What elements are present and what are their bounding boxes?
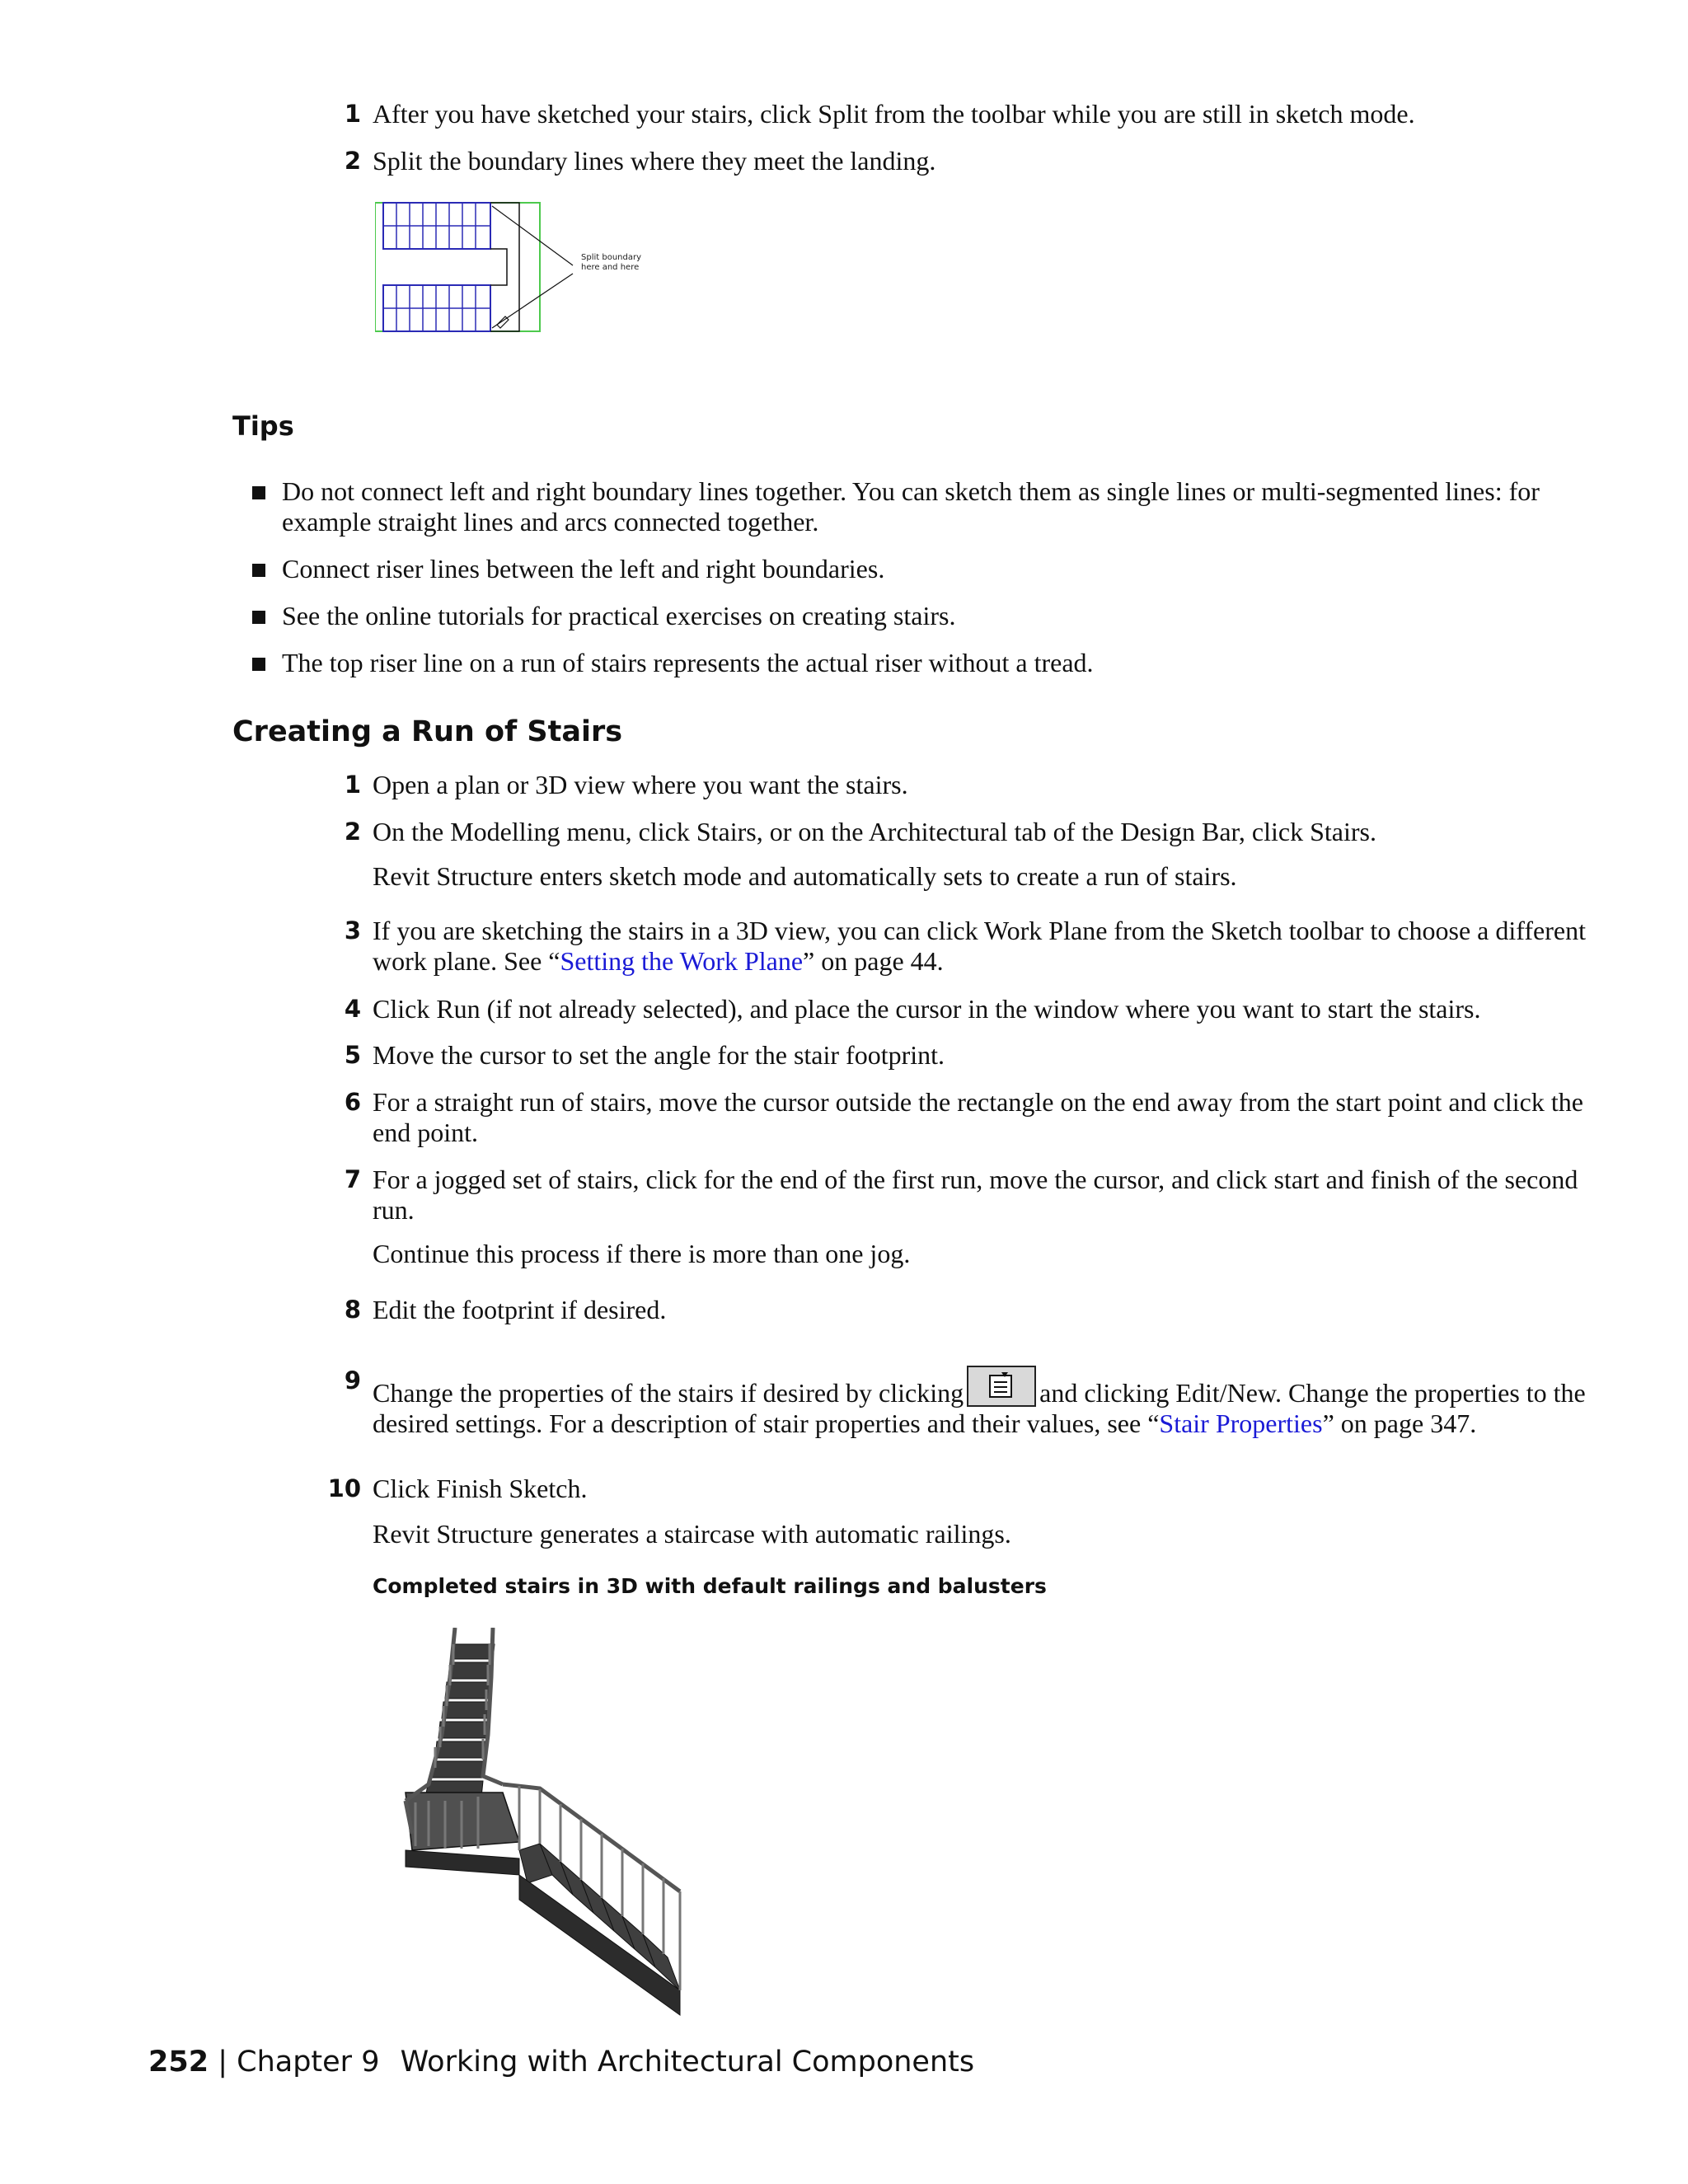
step-note: Revit Structure enters sketch mode and automatically sets to create a run of stairs. xyxy=(373,861,1237,891)
step-text: Click Run (if not already selected), and place the cursor in the window where you want to start the stairs. xyxy=(373,994,1481,1024)
bullet-icon xyxy=(252,658,265,671)
step-number: 6 xyxy=(344,1088,361,1116)
step-number: 2 xyxy=(344,147,361,175)
step-text: For a jogged set of stairs, click for the end of the first run, move the cursor, and click start and finish of the second run. xyxy=(373,1165,1578,1225)
page-number: 252 xyxy=(148,2046,209,2079)
tip-text: Do not connect left and right boundary lines together. You can sketch them as single lines or multi-segmented lines: for example straight lines and arcs connected together. xyxy=(282,476,1540,537)
diagram-label-line: Split boundary xyxy=(581,253,641,262)
section-heading: Creating a Run of Stairs xyxy=(232,715,623,748)
stairs-3d-illustration xyxy=(396,1628,725,2023)
step-text: Move the cursor to set the angle for the stair footprint. xyxy=(373,1040,945,1070)
step-text: Open a plan or 3D view where you want the stairs. xyxy=(373,770,908,799)
footer-separator: | xyxy=(218,2046,227,2079)
properties-icon[interactable] xyxy=(967,1366,1036,1407)
bullet-icon xyxy=(252,564,265,577)
step-number: 9 xyxy=(344,1366,361,1394)
step-number: 8 xyxy=(344,1296,361,1324)
diagram-label-line: here and here xyxy=(581,263,640,272)
step-number: 3 xyxy=(344,916,361,944)
step-number: 7 xyxy=(344,1165,361,1193)
step-text-part: Change the properties of the stairs if desired by clicking xyxy=(373,1378,964,1408)
step-text xyxy=(373,916,1599,977)
step-note: Revit Structure generates a staircase with automatic railings. xyxy=(373,1519,1011,1549)
step-text-part: and clicking Edit/New. Change the properties to the desired settings. For a description of stair properties and their values, see “ xyxy=(373,1378,1586,1438)
step-number: 10 xyxy=(327,1474,361,1502)
page-footer xyxy=(148,2046,974,2079)
step-text: On the Modelling menu, click Stairs, or on the Architectural tab of the Design Bar, click Stairs. xyxy=(373,817,1376,846)
step-number: 5 xyxy=(344,1041,361,1069)
step-number: 4 xyxy=(344,995,361,1023)
step-number: 2 xyxy=(344,818,361,846)
properties-icon-glyph xyxy=(968,1367,1034,1405)
chapter-label: Chapter 9 xyxy=(237,2046,380,2079)
step-text-part: ” on page 44. xyxy=(803,946,944,976)
stair-properties-link[interactable]: Stair Properties xyxy=(1159,1408,1323,1438)
step-text xyxy=(373,1366,1599,1439)
chapter-title: Working with Architectural Components xyxy=(400,2046,975,2079)
tips-heading: Tips xyxy=(232,410,294,442)
diagram-label xyxy=(581,253,641,273)
step-text-part: If you are sketching the stairs in a 3D view, you can click Work Plane from the Sketch toolbar to choose a different work plane. See “ xyxy=(373,916,1586,976)
step-text: Split the boundary lines where they meet the landing. xyxy=(373,146,936,176)
figure-caption: Completed stairs in 3D with default railings and balusters xyxy=(373,1574,1047,1598)
step-text: After you have sketched your stairs, click Split from the toolbar while you are still in sketch mode. xyxy=(373,99,1415,129)
bullet-icon xyxy=(252,486,265,499)
tip-text: The top riser line on a run of stairs represents the actual riser without a tread. xyxy=(282,648,1094,677)
tip-text: See the online tutorials for practical exercises on creating stairs. xyxy=(282,601,956,630)
step-text-part: ” on page 347. xyxy=(1322,1408,1477,1438)
step-text: Edit the footprint if desired. xyxy=(373,1295,667,1324)
step-number: 1 xyxy=(344,100,361,128)
step-number: 1 xyxy=(344,771,361,799)
step-text: For a straight run of stairs, move the cursor outside the rectangle on the end away from the start point and click the end point. xyxy=(373,1087,1583,1147)
setting-work-plane-link[interactable]: Setting the Work Plane xyxy=(560,946,804,976)
bullet-icon xyxy=(252,611,265,624)
step-text: Click Finish Sketch. xyxy=(373,1474,588,1503)
tip-text: Connect riser lines between the left and right boundaries. xyxy=(282,554,885,583)
step-note: Continue this process if there is more than one jog. xyxy=(373,1239,911,1268)
